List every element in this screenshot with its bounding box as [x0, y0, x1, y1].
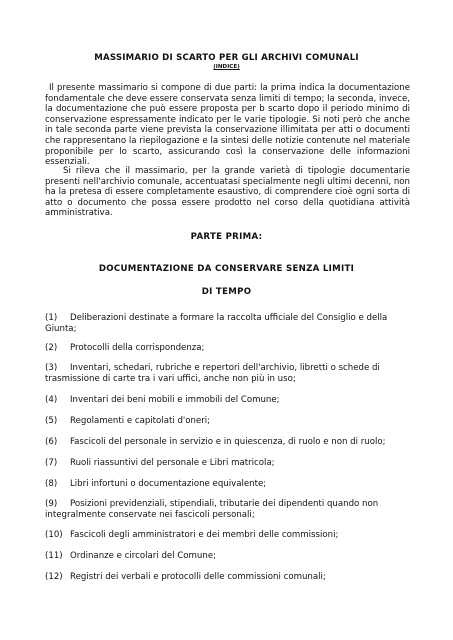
- list-item-text: Deliberazioni destinate a formare la raccolta ufficiale del Consiglio e della Giunta;: [45, 313, 388, 334]
- list-item: [45, 530, 415, 541]
- list-item-number: (11): [45, 551, 63, 561]
- list-item-text: Inventari, schedari, rubriche e repertori dell'archivio, libretti o schede di trasmissione di carte tra i vari uffici, anche non più in uso;: [45, 363, 380, 384]
- list-item-number: (10): [45, 530, 63, 540]
- list-item: [45, 499, 415, 520]
- list-item: [45, 551, 415, 562]
- list-item-number: (1): [45, 313, 58, 323]
- list-item-text: Fascicoli degli amministratori e dei membri delle commissioni;: [70, 530, 339, 540]
- list-item-number: (6): [45, 437, 58, 447]
- list-item: [45, 572, 415, 583]
- list-item-number: (4): [45, 395, 58, 405]
- list-item: [45, 363, 415, 384]
- list-item: [45, 479, 415, 490]
- list-item-number: (7): [45, 458, 58, 468]
- list-item: [45, 458, 415, 469]
- section-heading-line-1: DOCUMENTAZIONE DA CONSERVARE SENZA LIMITI: [98, 264, 355, 274]
- part-heading: PARTE PRIMA:: [190, 232, 263, 242]
- list-item-text: Libri infortuni o documentazione equivalente;: [70, 479, 267, 489]
- list-item-text: Protocolli della corrispondenza;: [70, 343, 205, 353]
- list-item-text: Posizioni previdenziali, stipendiali, tributarie dei dipendenti quando non integralmente conservate nei fascicoli personali;: [45, 499, 379, 520]
- intro-paragraph-1-text: Il presente massimario si compone di due parti: la prima indica la documentazione fondamentale che deve essere conservata senza limiti di tempo; la seconda, invece, la documentazione che può essere proposta per b scarto dopo il periodo minimo di conservazione espressamente indicato per le varie tipologie. Si noti però che anche in tale seconda parte viene prevista la conservazione illimitata per atti o documenti che rappresentano la riepilogazione e la sintesi delle notizie contenute nel materiale proponibile per lo scarto, assicurando così la conservazione delle informazioni essenziali.: [45, 83, 410, 168]
- list-item: [45, 416, 415, 427]
- intro-paragraph-1: [45, 83, 410, 168]
- list-item-number: (12): [45, 572, 63, 582]
- list-item-text: Regolamenti e capitolati d'oneri;: [70, 416, 211, 426]
- list-item-text: Registri dei verbali e protocolli delle commissioni comunali;: [70, 572, 326, 582]
- list-item-text: Ruoli riassuntivi del personale e Libri matricola;: [70, 458, 275, 468]
- list-item-text: Inventari dei beni mobili e immobili del Comune;: [70, 395, 280, 405]
- list-item-number: (5): [45, 416, 58, 426]
- list-item: [45, 313, 415, 334]
- list-item-number: (3): [45, 363, 58, 373]
- document-title: MASSIMARIO DI SCARTO PER GLI ARCHIVI COMUNALI: [94, 53, 359, 63]
- intro-paragraph-2: [45, 166, 410, 219]
- list-item: [45, 395, 415, 406]
- list-item-text: Ordinanze e circolari del Comune;: [70, 551, 217, 561]
- section-heading-line-2: DI TEMPO: [201, 287, 252, 297]
- list-item: [45, 343, 415, 354]
- intro-paragraph-2-text: Si rileva che il massimario, per la grande varietà di tipologie documentarie presenti nell'archivio comunale, accentuatasi specialmente negli ultimi decenni, non ha la pretesa di essere completamente esaustivo, di comprendere cioè ogni sorta di atto o documento che possa essere prodotto nel corso della quotidiana attività amministrativa.: [45, 166, 410, 219]
- list-item: [45, 437, 415, 448]
- list-item-text: Fascicoli del personale in servizio e in quiescenza, di ruolo e non di ruolo;: [70, 437, 386, 447]
- document-subtitle: (INDICE): [213, 64, 240, 70]
- list-item-number: (8): [45, 479, 58, 489]
- list-item-number: (2): [45, 343, 58, 353]
- list-item-number: (9): [45, 499, 58, 509]
